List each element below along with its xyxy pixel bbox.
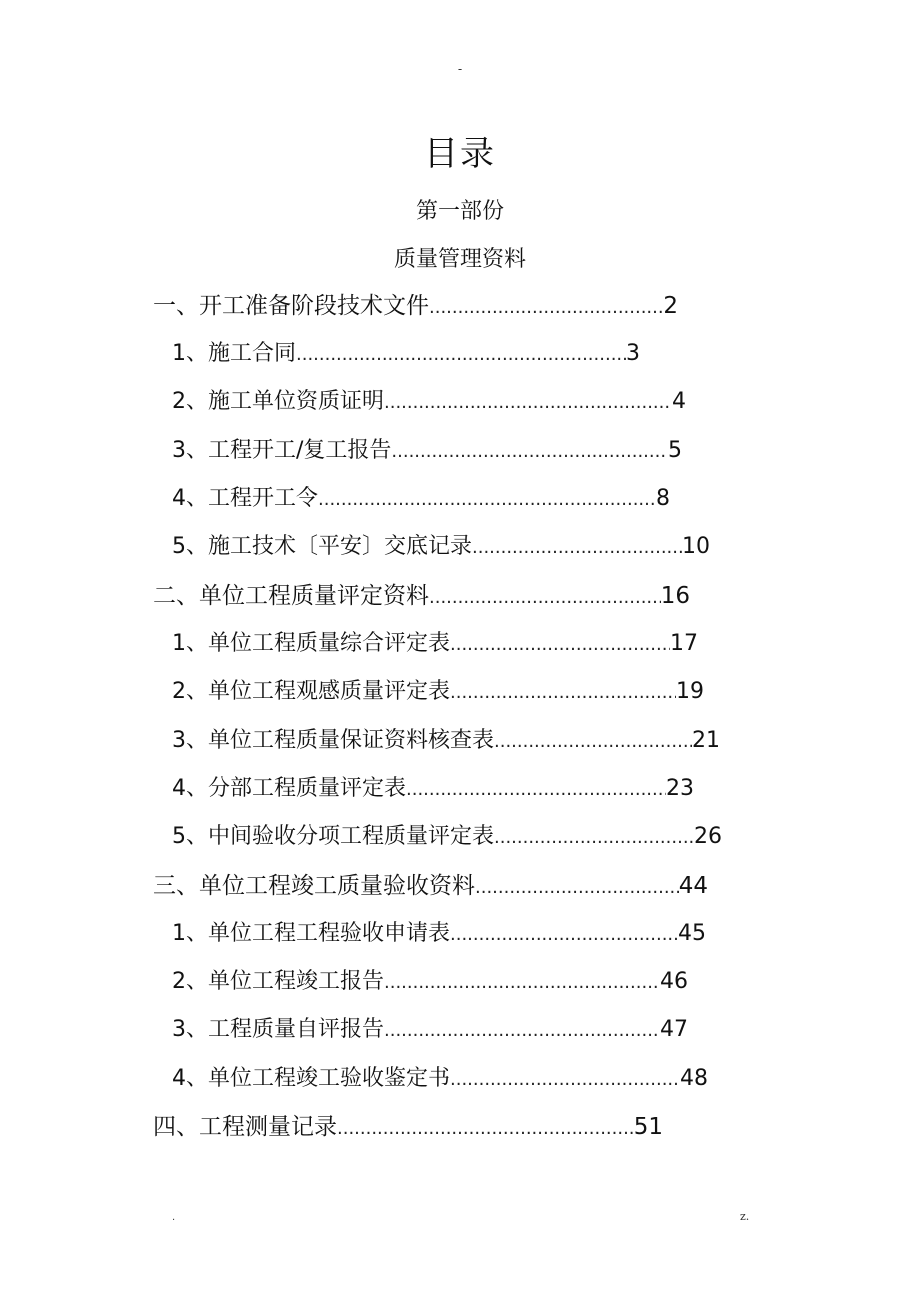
header-mark: - bbox=[457, 62, 463, 76]
toc-item[interactable] bbox=[172, 914, 706, 954]
toc-item[interactable] bbox=[172, 721, 720, 761]
toc-entry-text: 5、中间验收分项工程质量评定表 bbox=[172, 824, 494, 849]
toc-entry-text: 3、工程质量自评报告 bbox=[172, 1017, 384, 1042]
toc-section-3[interactable] bbox=[153, 866, 708, 906]
toc-leader-dots bbox=[450, 625, 670, 664]
toc-page-number: 3 bbox=[626, 341, 640, 366]
toc-item[interactable] bbox=[172, 431, 682, 471]
toc-page-number: 16 bbox=[660, 583, 690, 609]
toc-leader-dots bbox=[337, 1109, 634, 1147]
footer-left-mark: . bbox=[172, 1212, 176, 1223]
toc-page-number: 19 bbox=[676, 679, 704, 704]
toc-entry-text: 一、开工准备阶段技术文件 bbox=[153, 293, 429, 319]
toc-item[interactable] bbox=[172, 624, 698, 664]
toc-item[interactable] bbox=[172, 962, 688, 1002]
toc-entry-text: 3、单位工程质量保证资料核查表 bbox=[172, 728, 494, 753]
toc-entry-text: 2、单位工程竣工报告 bbox=[172, 969, 384, 994]
toc-page-number: 10 bbox=[682, 534, 710, 559]
toc-entry-text: 1、单位工程工程验收申请表 bbox=[172, 921, 450, 946]
toc-leader-dots bbox=[406, 770, 666, 809]
toc-item[interactable] bbox=[172, 382, 686, 422]
toc-leader-dots bbox=[429, 578, 661, 616]
toc-leader-dots bbox=[429, 288, 663, 326]
toc-entry-text: 二、单位工程质量评定资料 bbox=[153, 583, 429, 609]
toc-leader-dots bbox=[384, 383, 672, 422]
page-title: 目录 bbox=[424, 134, 496, 174]
toc-page-number: 23 bbox=[666, 776, 694, 801]
part-heading: 第一部份 bbox=[415, 199, 504, 224]
toc-page-number: 17 bbox=[670, 631, 698, 656]
toc-leader-dots bbox=[450, 673, 676, 712]
toc-item[interactable] bbox=[172, 334, 640, 374]
toc-item[interactable] bbox=[172, 479, 670, 519]
toc-entry-text: 4、单位工程竣工验收鉴定书 bbox=[172, 1066, 450, 1091]
toc-item[interactable] bbox=[172, 1059, 708, 1099]
toc-section-4[interactable] bbox=[153, 1107, 663, 1147]
toc-leader-dots bbox=[450, 915, 678, 954]
toc-page-number: 51 bbox=[633, 1114, 663, 1140]
toc-entry-text: 3、工程开工/复工报告 bbox=[172, 438, 392, 463]
toc-leader-dots bbox=[450, 1060, 680, 1099]
toc-leader-dots bbox=[384, 1011, 660, 1050]
toc-entry-text: 三、单位工程竣工质量验收资料 bbox=[153, 873, 475, 899]
toc-entry-text: 4、分部工程质量评定表 bbox=[172, 776, 406, 801]
toc-page-number: 8 bbox=[656, 486, 670, 511]
toc-leader-dots bbox=[318, 480, 656, 519]
toc-leader-dots bbox=[494, 818, 694, 857]
toc-page-number: 21 bbox=[692, 728, 720, 753]
toc-section-1[interactable] bbox=[153, 286, 678, 326]
toc-page-number: 47 bbox=[660, 1017, 688, 1042]
toc-page-number: 46 bbox=[660, 969, 688, 994]
toc-page-number: 26 bbox=[694, 824, 722, 849]
toc-page-number: 4 bbox=[672, 389, 686, 414]
toc-leader-dots bbox=[384, 963, 660, 1002]
toc-entry-text: 4、工程开工令 bbox=[172, 486, 318, 511]
section-subtitle: 质量管理资料 bbox=[393, 247, 526, 272]
toc-entry-text: 1、施工合同 bbox=[172, 341, 296, 366]
toc-item[interactable] bbox=[172, 527, 710, 567]
toc-item[interactable] bbox=[172, 672, 704, 712]
toc-leader-dots bbox=[494, 722, 692, 761]
toc-page-number: 48 bbox=[680, 1066, 708, 1091]
toc-item[interactable] bbox=[172, 769, 694, 809]
toc-item[interactable] bbox=[172, 1010, 688, 1050]
toc-leader-dots bbox=[472, 528, 682, 567]
toc-leader-dots bbox=[296, 335, 626, 374]
toc-entry-text: 1、单位工程质量综合评定表 bbox=[172, 631, 450, 656]
toc-leader-dots bbox=[391, 432, 668, 471]
toc-page-number: 44 bbox=[678, 873, 708, 899]
toc-entry-text: 2、单位工程观感质量评定表 bbox=[172, 679, 450, 704]
toc-page-number: 5 bbox=[668, 438, 682, 463]
toc-entry-text: 四、工程测量记录 bbox=[153, 1114, 337, 1140]
toc-entry-text: 5、施工技术〔平安〕交底记录 bbox=[172, 534, 472, 559]
toc-page-number: 2 bbox=[663, 293, 678, 319]
footer-right-mark: z. bbox=[740, 1210, 750, 1223]
toc-section-2[interactable] bbox=[153, 576, 690, 616]
toc-item[interactable] bbox=[172, 817, 722, 857]
toc-entry-text: 2、施工单位资质证明 bbox=[172, 389, 384, 414]
toc-leader-dots bbox=[475, 868, 679, 906]
toc-page-number: 45 bbox=[678, 921, 706, 946]
